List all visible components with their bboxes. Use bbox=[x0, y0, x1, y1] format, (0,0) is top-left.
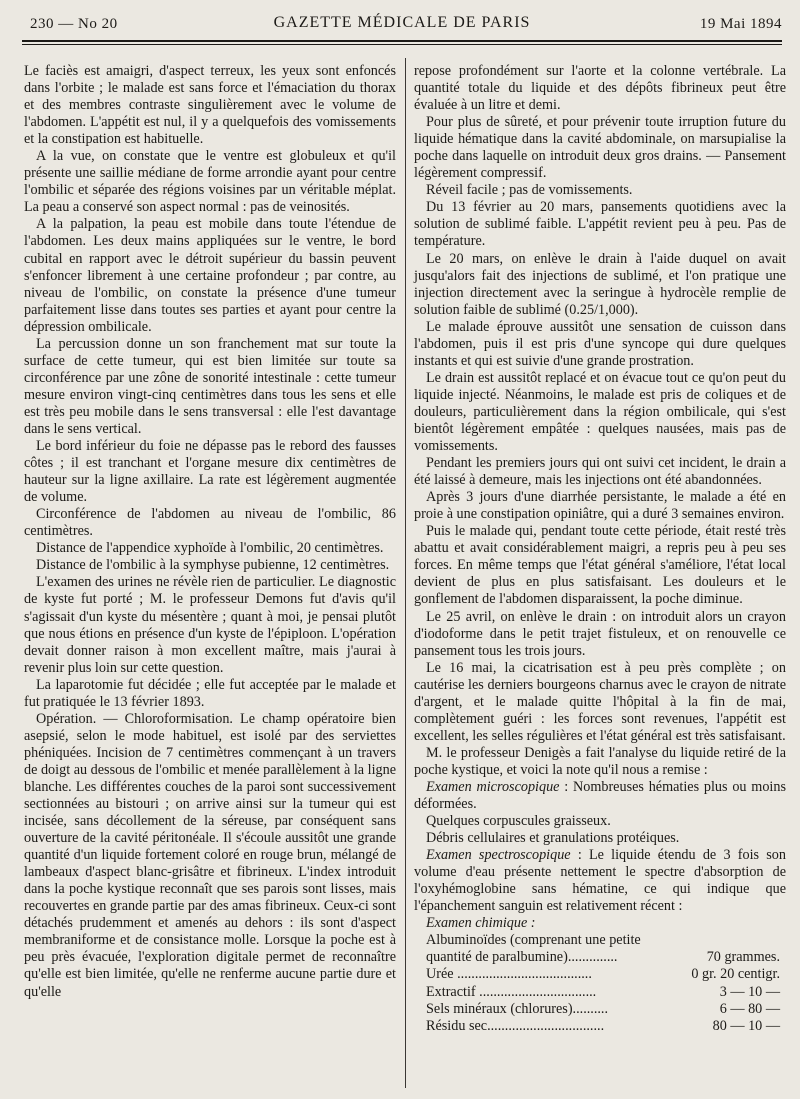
paragraph: La laparotomie fut décidée ; elle fut acceptée par le malade et fut pratiquée le 13 février 1893. bbox=[24, 676, 396, 710]
microscopic-exam bbox=[414, 779, 786, 813]
table-cell-value: 6 — 80 — bbox=[719, 1000, 780, 1017]
paragraph: repose profondément sur l'aorte et la colonne vertébrale. La quantité totale du liquide et des dépôts fibrineux peut être évaluée à un litre et demi. bbox=[414, 63, 786, 114]
spectroscopic-exam-text: : Le liquide étendu de 3 fois son volume d'eau présente nettement le spectre d'absorption de l'oxyhémoglobine sans hématine, ce qui indique que l'épanchement sanguin est relativement récent : bbox=[414, 847, 786, 915]
table-cell-label: Albuminoïdes (comprenant une petite bbox=[426, 932, 641, 949]
spectroscopic-exam bbox=[414, 847, 786, 915]
table-cell-label: quantité de paralbumine).............. bbox=[426, 949, 618, 966]
paragraph: Pour plus de sûreté, et pour prévenir toute irruption future du liquide hématique dans la cavité abdominale, on marsupialise la poche dans laquelle on introduit deux gros drains. — Pansement légèrement compressif. bbox=[414, 114, 786, 182]
analysis-item: Débris cellulaires et granulations protéiques. bbox=[426, 830, 680, 847]
table-row bbox=[414, 966, 786, 983]
paragraph: A la palpation, la peau est mobile dans toute l'étendue de l'abdomen. Les deux mains appliquées sur le ventre, le bord cubital en rapport avec le détroit supérieur du bassin peuvent s'enfoncer librement à une certaine profondeur ; par contre, au niveau de l'ombilic, on constate la présence d'une tumeur parfaitement lisse dans toutes ses parties et ayant pour centre la dépression ombilicale. bbox=[24, 216, 396, 335]
paragraph: Le malade éprouve aussitôt une sensation de cuisson dans l'abdomen, puis il est pris d'une syncope qui dure quelques instants et qui est suivie d'une grande prostration. bbox=[414, 318, 786, 369]
microscopic-exam-text: : Nombreuses hématies plus ou moins déformées. bbox=[414, 778, 786, 813]
table-row bbox=[414, 984, 786, 1001]
paragraph: Circonférence de l'abdomen au niveau de l'ombilic, 86 centimètres. bbox=[24, 506, 396, 540]
table-cell-value: 70 grammes. bbox=[706, 949, 780, 966]
chemical-analysis-table bbox=[414, 932, 786, 1034]
paragraph: Le faciès est amaigri, d'aspect terreux, les yeux sont enfoncés dans l'orbite ; le malade est sans force et l'émaciation du thorax et des membres contraste singulièrement avec le volume de l'abdomen. L'appétit est nul, il y a quelquefois des vomissements et la constipation est habituelle. bbox=[24, 63, 396, 148]
table-cell-value: 0 gr. 20 centigr. bbox=[691, 966, 780, 983]
left-column bbox=[24, 63, 396, 1001]
header-rule-thin bbox=[22, 44, 782, 45]
table-cell-label: Extractif ................................. bbox=[426, 983, 597, 1000]
paragraph: Opération. — Chloroformisation. Le champ opératoire bien asepsié, selon le mode habituel, est isolé par des serviettes phéniquées. Incision de 7 centimètres commençant à un travers de doigt au dessous de l'ombilic et menée parallèlement à la ligne blanche. Les différentes couches de la paroi sont successivement sectionnées au bistouri ; on arrive ainsi sur la tumeur qui est incisée, sans décollement de la séreuse, par conséquent sans ouverture de la cavité péritonéale. Il s'écoule aussitôt une grande quantité d'un liquide fortement coloré en rouge brun, mélangé de lambeaux d'aspect blanc-grisâtre et fibrineux. L'index introduit dans la poche kystique reconnaît que ses parois sont lisses, mais recouvertes en grande partie par des amas fibrineux. Ceux-ci sont détachés prudemment et amenés au dehors : ils sont d'aspect membraniforme et de consistance molle. Lorsque la poche est à peu près évacuée, l'exploration digitale permet de reconnaître qu'elle est bien limitée, qu'elle ne renferme aucune partie dure et qu'elle bbox=[24, 710, 396, 1000]
chemical-exam-title bbox=[414, 915, 786, 932]
table-row bbox=[414, 949, 786, 966]
paragraph: M. le professeur Denigès a fait l'analyse du liquide retiré de la poche kystique, et voici la note qu'il nous a remise : bbox=[414, 744, 786, 778]
paragraph: Distance de l'ombilic à la symphyse pubienne, 12 centimètres. bbox=[36, 557, 390, 574]
paragraph: Distance de l'appendice xyphoïde à l'ombilic, 20 centimètres. bbox=[36, 540, 384, 557]
table-cell-value bbox=[676, 932, 786, 949]
paragraph: Réveil facile ; pas de vomissements. bbox=[426, 182, 633, 199]
paragraph: La percussion donne un son franchement mat sur toute la surface de cette tumeur, qui est bien limitée sur toute sa circonférence par une zône de sonorité intestinale : cette tumeur mesure environ vingt-cinq centimètres dans tous les sens et elle est très peu mobile dans le sens transversal : elle l'est davantage dans le sens vertical. bbox=[24, 335, 396, 437]
paragraph: L'examen des urines ne révèle rien de particulier. Le diagnostic de kyste fut porté ; M. le professeur Demons fut d'avis qu'il s'agissait d'un kyste du mésentère ; quant à moi, je pensai plutôt que nous étions en présence d'un kyste de l'épiploon. L'opération devait donner raison à mon excellent maître, mais j'aurai à revenir plus loin sur cette question. bbox=[24, 574, 396, 676]
paragraph: Le 16 mai, la cicatrisation est à peu près complète ; on cautérise les derniers bourgeons charnus avec le crayon de nitrate d'argent, et le malade quitte l'hôpital à la fin de mai, complètement guéri : les forces sont revenues, l'appétit est excellent, les selles régulières et l'état général est très satisfaisant. bbox=[414, 659, 786, 744]
table-cell-label: Sels minéraux (chlorures).......... bbox=[426, 1000, 609, 1017]
paragraph: Le 20 mars, on enlève le drain à l'aide duquel on avait jusqu'alors fait des injections de sublimé, et l'on pratique une injection directement avec la seringue à hydrocèle remplie de solution faible de sublimé (0.25/1,000). bbox=[414, 250, 786, 318]
paragraph: Puis le malade qui, pendant toute cette période, était resté très abattu et avait considérablement maigri, a repris peu à peu ses forces. En même temps que l'état général s'améliore, l'état local devient de plus en plus satisfaisant. Les douleurs et le gonflement de l'abdomen disparaissent, la poche diminue. bbox=[414, 523, 786, 608]
paragraph: Le drain est aussitôt replacé et on évacue tout ce qu'on peut du liquide injecté. Néanmoins, le malade est pris de coliques et de douleurs, particulièrement dans la région ombilicale, qui s'est bientôt légèrement empâtée : quelques nausées, mais pas de vomissements. bbox=[414, 369, 786, 455]
paragraph: A la vue, on constate que le ventre est globuleux et qu'il présente une saillie médiane de forme arrondie ayant pour centre l'ombilic et séparée des régions voisines par un véritable méplat. La peau a conservé son aspect normal : pas de veinosités. bbox=[24, 148, 396, 216]
issue-date: 19 Mai 1894 bbox=[699, 16, 782, 32]
journal-title: GAZETTE MÉDICALE DE PARIS bbox=[273, 14, 531, 31]
paragraph: Après 3 jours d'une diarrhée persistante, le malade a été en proie à une constipation opiniâtre, qui a duré 3 semaines environ. bbox=[414, 489, 786, 523]
paragraph: Du 13 février au 20 mars, pansements quotidiens avec la solution de sublimé faible. L'appétit revient peu à peu. Pas de température. bbox=[414, 199, 786, 250]
table-row bbox=[414, 932, 786, 949]
paragraph: Le bord inférieur du foie ne dépasse pas le rebord des fausses côtes ; il est tranchant et l'organe mesure dix centimètres de hauteur sur la ligne axillaire. La rate est légèrement augmentée de volume. bbox=[24, 438, 396, 506]
page-header bbox=[22, 10, 782, 34]
table-cell-label: Résidu sec................................. bbox=[426, 1017, 605, 1034]
table-row bbox=[414, 1001, 786, 1018]
right-column bbox=[414, 63, 786, 1035]
microscopic-exam-title: Examen microscopique bbox=[426, 778, 560, 795]
spectroscopic-exam-title: Examen spectroscopique bbox=[426, 847, 571, 864]
page-number: 230 — No 20 bbox=[30, 16, 118, 32]
table-cell-value: 3 — 10 — bbox=[719, 983, 780, 1000]
header-rule bbox=[22, 40, 782, 42]
paragraph: Pendant les premiers jours qui ont suivi cet incident, le drain a été laissé à demeure, mais les injections ont été abandonnées. bbox=[414, 455, 786, 489]
table-cell-label: Urée ...................................... bbox=[426, 966, 592, 983]
paragraph: Le 25 avril, on enlève le drain : on introduit alors un crayon d'iodoforme dans le petit trajet fistuleux, et on renouvelle ce pansement tous les trois jours. bbox=[414, 608, 786, 659]
chemical-exam-heading: Examen chimique : bbox=[426, 915, 536, 932]
table-cell-value: 80 — 10 — bbox=[712, 1017, 780, 1034]
column-divider bbox=[405, 58, 406, 1088]
analysis-item: Quelques corpuscules graisseux. bbox=[426, 813, 611, 830]
table-row bbox=[414, 1018, 786, 1035]
